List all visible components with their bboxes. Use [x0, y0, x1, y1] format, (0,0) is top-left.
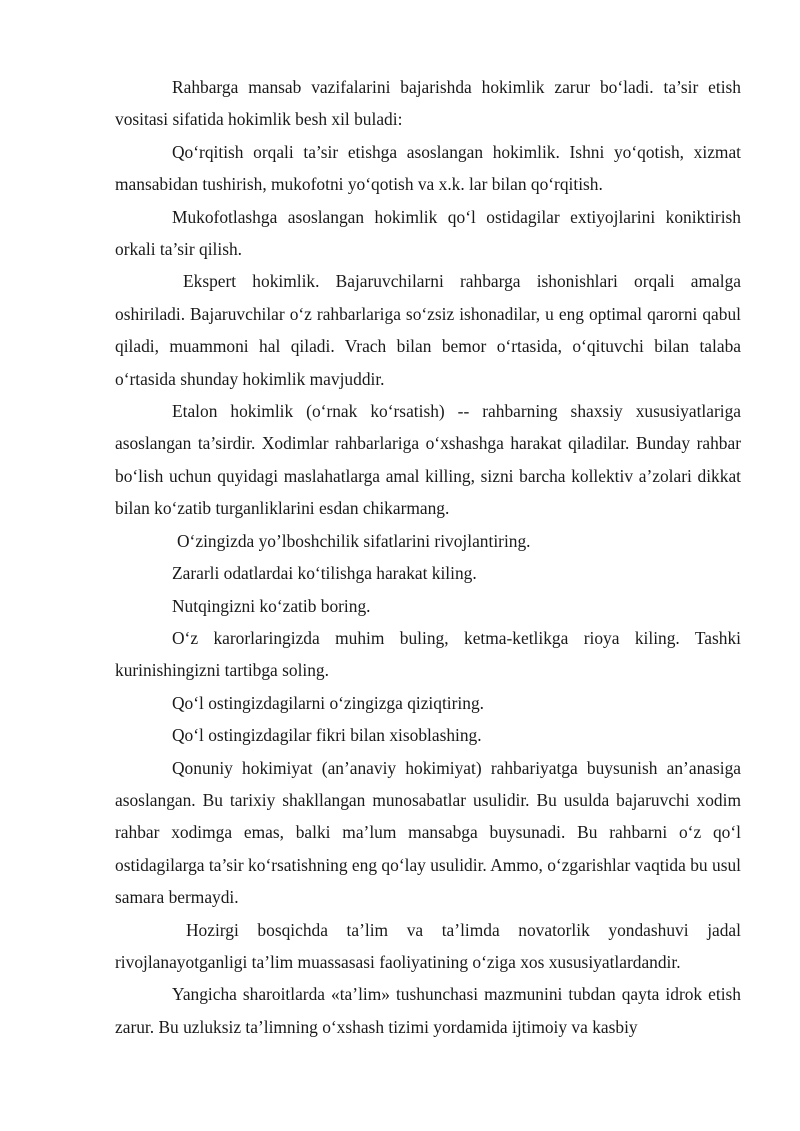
paragraph-yangicha: Yangicha sharoitlarda «ta’lim» tushunchasi mazmunini tubdan qayta idrok etish zarur. Bu uzluksiz ta’limning o‘xshash tizimi yordamida ijtimoiy va kasbiy [115, 984, 741, 1037]
paragraph-hozirgi: Hozirgi bosqichda ta’lim va ta’limda novatorlik yondashuvi jadal rivojlanayotganligi ta’lim muassasasi faoliyatining o‘ziga xos xususiyatlardandir. [115, 919, 741, 972]
paragraph-advice-6: Qo‘l ostingizdagilar fikri bilan xisoblashing. [172, 725, 482, 746]
paragraph-advice-1: O‘zingizda yo’lboshchilik sifatlarini rivojlantiring. [177, 530, 531, 551]
paragraph-mukofotlash: Mukofotlashga asoslangan hokimlik qo‘l ostidagilar extiyojlarini koniktirish orkali ta’sir qilish. [115, 206, 741, 260]
paragraph-advice-2: Zararli odatlardai ko‘tilishga harakat kiling. [172, 563, 477, 584]
paragraph-qorqitish: Qo‘rqitish orqali ta’sir etishga asoslangan hokimlik. Ishni yo‘qotish, xizmat mansabidan tushirish, mukofotni yo‘qotish va x.k. lar bilan qo‘rqitish. [115, 141, 741, 195]
paragraph-advice-4: O‘z karorlaringizda muhim buling, ketma-ketlikga rioya kiling. Tashki kurinishingizni tartibga soling. [115, 627, 741, 681]
paragraph-advice-5: Qo‘l ostingizdagilarni o‘zingizga qiziqtiring. [172, 692, 484, 713]
paragraph-advice-3: Nutqingizni ko‘zatib boring. [172, 595, 371, 616]
paragraph-etalon: Etalon hokimlik (o‘rnak ko‘rsatish) -- rahbarning shaxsiy xususiyatlariga asoslangan ta’sirdir. Xodimlar rahbarlariga o‘xshashga harakat qiladilar. Bunday rahbar bo‘lish uchun quyidagi maslahatlarga amal killing, sizni barcha kollektiv a’zolari dikkat bilan ko‘zatib turganliklarini esdan chikarmang. [115, 401, 741, 519]
paragraph-ekspert: Ekspert hokimlik. Bajaruvchilarni rahbarga ishonishlari orqali amalga oshiriladi. Bajaruvchilar o‘z rahbarlariga so‘zsiz ishonadilar, u eng optimal qarorni qabul qiladi, muammoni hal qiladi. Vrach bilan bemor o‘rtasida, o‘qituvchi bilan talaba o‘rtasida shunday hokimlik mavjuddir. [115, 271, 741, 389]
paragraph-qonuniy: Qonuniy hokimiyat (an’anaviy hokimiyat) rahbariyatga buysunish an’anasiga asoslangan. Bu tarixiy shakllangan munosabatlar usulidir. Bu usulda bajaruvchi xodim rahbar xodimga emas, balki ma’lum mansabga buysunadi. Bu rahbarni o‘z qo‘l ostidagilarga ta’sir ko‘rsatishning eng qo‘lay usulidir. Ammo, o‘zgarishlar vaqtida bu usul samara bermaydi. [115, 757, 741, 908]
document-page [115, 71, 741, 1043]
paragraph-hokimlik-intro: Rahbarga mansab vazifalarini bajarishda hokimlik zarur bo‘ladi. ta’sir etish vositasi sifatida hokimlik besh xil buladi: [115, 77, 741, 130]
